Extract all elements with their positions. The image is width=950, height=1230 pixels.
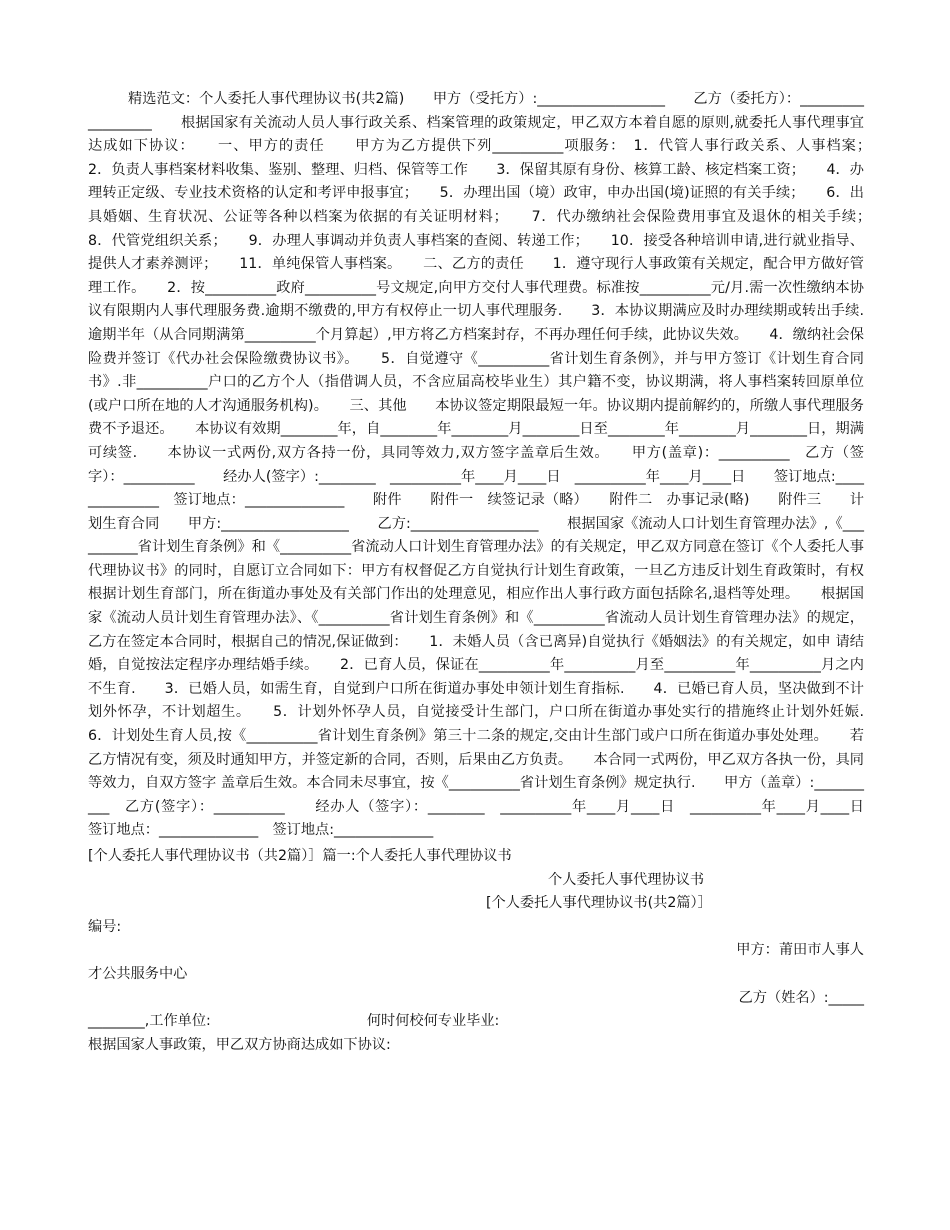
agreement-intro-line: 根据国家人事政策，甲乙双方协商达成如下协议: <box>88 1036 391 1053</box>
document-body: 精选范文：个人委托人事代理协议书(共2篇) 甲方（受托方）:__________________ 乙方（委托方）：__________________ 根据国家有关流动人员人事行政关系、档案管理的政策规定，甲乙双方本着自愿的原则,就委托人事代理事宜达成如下协议： 一、甲方的责任 甲方为乙方提供下列__________项服务： 1．代管人事行政关系、人事档案； 2．负责人事档案材料收集、鉴别、整理、归档、保管等工作 3．保留其原有身份、核算工龄、核定档案工资； 4．办理转正定级、专业技术资格的认定和考评申报事宜； 5．办理出国（境）政审，申办出国(境)证照的有关手续； 6．出具婚姻、生育状况、公证等各种以档案为依据的有关证明材料； 7．代办缴纳社会保险费用事宜及退休的相关手续； 8．代管党组织关系； 9．办理人事调动并负责人事档案的查阅、转递工作； 10．接受各种培训申请,进行就业指导、提供人才素养测评； 11．单纯保管人事档案。 二、乙方的责任 1．遵守现行人事政策有关规定，配合甲方做好管理工作。 2．按__________政府__________号文规定,向甲方交付人事代理费。标准按__________元/月.需一次性缴纳本协议有限期内人事代理服务费.逾期不缴费的,甲方有权停止一切人事代理服务. 3．本协议期满应及时办理续期或转出手续.逾期半年（从合同期满第__________个月算起）,甲方将乙方档案封存，不再办理任何手续，此协议失效。 4．缴纳社会保险费并签订《代办社会保险缴费协议书》。 5．自觉遵守《__________省计划生育条例》，并与甲方签订《计划生育合同书》.非__________户口的乙方个人（指借调人员，不含应届高校毕业生）其户籍不变，协议期满，将人事档案转回原单位(或户口所在地的人才沟通服务机构)。 三、其他 本协议签定期限最短一年。协议期内提前解约的，所缴人事代理服务费不予退还。 本协议有效期________年，自________年________月________日至________年________月________日，期满可续签. 本协议一式两份,双方各持一份，具同等效力,双方签字盖章后生效。 甲方(盖章)：__________ 乙方（签字）：__________ 经办人(签字）:________ __________年____月____日 __________年____月____日 签订地点:______________ 签订地点：______________ 附件 附件一 续签记录（略） 附件二 办事记录(略) 附件三 计划生育合同 甲方:__________________ 乙方:__________________ 根据国家《流动人口计划生育管理办法》,《__________省计划生育条例》和《__________省流动人口计划生育管理办法》的有关规定，甲乙双方同意在签订《个人委托人事代理协议书》的同时，自愿订立合同如下：甲方有权督促乙方自觉执行计划生育政策，一旦乙方违反计划生育政策时，有权根据计划生育部门，所在街道办事处及有关部门作出的处理意见，相应作出人事行政方面包括除名,退档等处理。 根据国家《流动人员计划生育管理办法》、《__________省计划生育条例》和《__________省流动人员计划生育管理办法》的规定，乙方在签定本合同时，根据自己的情况,保证做到： 1．未婚人员（含已离异)自觉执行《婚姻法》的有关规定，如申 请结婚，自觉按法定程序办理结婚手续。 2．已育人员，保证在__________年__________月至__________年__________月之内不生育. 3．已婚人员，如需生育，自觉到户口所在街道办事处申领计划生育指标. 4．已婚已育人员，坚决做到不计划外怀孕，不计划超生。 5．计划外怀孕人员，自觉接受计生部门，户口所在街道办事处实行的措施终止计划外妊娠. 6．计划处生育人员,按《__________省计划生育条例》第三十二条的规定,交由计生部门或户口所在街道办事处处理。 若乙方情况有变，须及时通知甲方，并签定新的合同，否则，后果由乙方负责。 本合同一式两份，甲乙双方各执一份，具同等效力，自双方签字 盖章后生效。本合同未尽事宜，按《__________省计划生育条例》规定执行. 甲方（盖章）:__________ 乙方(签字）：__________ 经办人（签字）：________ __________年____月____日 __________年____月____日 签订地点：______________ 签订地点:______________ <box>88 91 893 839</box>
work-unit-line: ________,工作单位: 何时何校何专业毕业: <box>88 1013 500 1030</box>
document-header-line: [个人委托人事代理协议书（共2篇）］篇一:个人委托人事代理协议书 <box>88 848 512 864</box>
party-b-line: 乙方（姓名）:_____ <box>738 989 864 1006</box>
document-number-label: 编号: <box>88 918 122 935</box>
party-a-line: 甲方：莆田市人事人 <box>736 942 864 959</box>
document-subtitle: [个人委托人事代理协议书(共2篇）］ <box>486 895 712 912</box>
document-page <box>88 88 893 1057</box>
party-a-continuation: 才公共服务中心 <box>88 965 188 982</box>
document-title: 个人委托人事代理协议书 <box>548 871 705 888</box>
